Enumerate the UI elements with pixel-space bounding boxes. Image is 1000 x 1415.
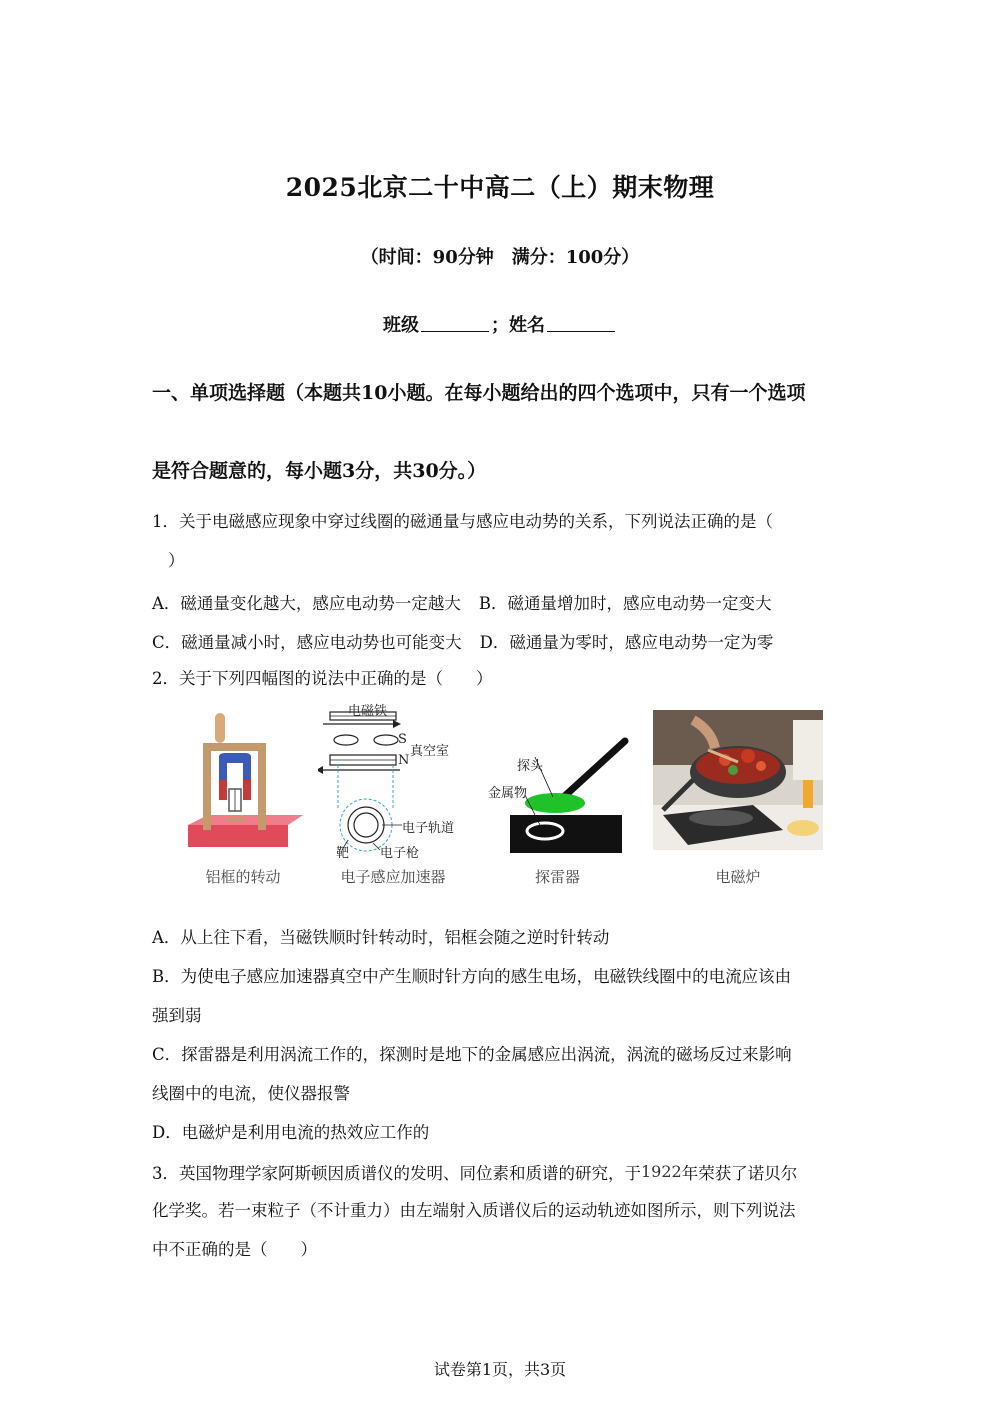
q1-options-row2 <box>152 629 773 653</box>
label-target: 靶 <box>336 846 350 861</box>
section-heading-line2: 是符合题意的，每小题3分，共30分。） <box>152 460 487 482</box>
q1-option-a[interactable]: A．磁通量变化越大，感应电动势一定越大 <box>152 594 461 613</box>
class-blank[interactable] <box>421 315 489 332</box>
figure-caption-betatron: 电子感应加速器 <box>340 868 446 886</box>
q1-stem-close: ） <box>168 551 185 570</box>
q2-option-b-line1[interactable]: B．为使电子感应加速器真空中产生顺时针方向的感生电场，电磁铁线圈中的电流应该由 <box>152 967 792 986</box>
q3-stem-part1: 3．英国物理学家阿斯顿因质谱仪的发明、同位素和质谱的研究，于 <box>152 1164 641 1183</box>
q2-option-c-line2[interactable]: 线圈中的电流，使仪器报警 <box>152 1084 350 1103</box>
label-electron-gun: 电子枪 <box>380 846 420 861</box>
label-metal-object: 金属物 <box>488 786 528 801</box>
name-class-line <box>0 311 1000 337</box>
figure-aluminum-frame <box>183 705 303 865</box>
label-s-pole: S <box>398 732 407 747</box>
page-footer: 试卷第1页，共3页 <box>433 1360 567 1379</box>
q1-options-row1 <box>152 590 772 614</box>
figure-induction-cooker <box>653 710 823 850</box>
q1-option-d[interactable]: D．磁通量为零时，感应电动势一定为零 <box>479 633 774 652</box>
figure-caption-aluminum-frame: 铝框的转动 <box>205 868 281 886</box>
separator: ； <box>491 315 509 336</box>
q2-option-b-line2[interactable]: 强到弱 <box>152 1006 202 1025</box>
label-probe: 探头 <box>517 759 544 774</box>
q3-stem-line2: 化学奖。若一束粒子（不计重力）由左端射入质谱仪后的运动轨迹如图所示，则下列说法 <box>152 1201 796 1220</box>
q2-option-d[interactable]: D．电磁炉是利用电流的热效应工作的 <box>152 1123 430 1142</box>
q1-stem: 1．关于电磁感应现象中穿过线圈的磁通量与感应电动势的关系，下列说法正确的是（ <box>152 512 773 531</box>
label-electromagnet: 电磁铁 <box>348 704 388 719</box>
figure-mine-detector <box>485 733 630 858</box>
q3-stem-line3: 中不正确的是（ ） <box>152 1240 317 1259</box>
section-heading-line1: 一、单项选择题（本题共10小题。在每小题给出的四个选项中，只有一个选项 <box>152 382 806 404</box>
label-electron-orbit: 电子轨道 <box>402 821 455 836</box>
class-label: 班级 <box>383 315 419 336</box>
figure-betatron <box>318 700 468 865</box>
name-label: 姓名 <box>509 315 545 336</box>
label-vacuum-chamber: 真空室 <box>410 744 450 759</box>
figure-caption-induction-cooker: 电磁炉 <box>715 868 761 886</box>
q1-option-b[interactable]: B．磁通量增加时，感应电动势一定变大 <box>478 594 772 613</box>
q2-option-a[interactable]: A．从上往下看，当磁铁顺时针转动时，铝框会随之逆时针转动 <box>152 928 610 947</box>
exam-info: （时间：90分钟 满分：100分） <box>360 247 640 268</box>
label-n-pole: N <box>398 753 410 768</box>
q3-stem-part2: 年荣获了诺贝尔 <box>681 1164 798 1183</box>
q2-option-c-line1[interactable]: C．探雷器是利用涡流工作的，探测时是地下的金属感应出涡流，涡流的磁场反过来影响 <box>152 1045 792 1064</box>
q3-stem-line1 <box>152 1161 852 1185</box>
q2-stem: 2．关于下列四幅图的说法中正确的是（ ） <box>152 669 493 688</box>
name-blank[interactable] <box>547 315 615 332</box>
page-title: 2025北京二十中高二（上）期末物理 <box>285 173 715 202</box>
q3-year: 1922 <box>641 1162 682 1181</box>
q1-option-c[interactable]: C．磁通量减小时，感应电动势也可能变大 <box>152 633 462 652</box>
figure-caption-mine-detector: 探雷器 <box>534 868 580 886</box>
